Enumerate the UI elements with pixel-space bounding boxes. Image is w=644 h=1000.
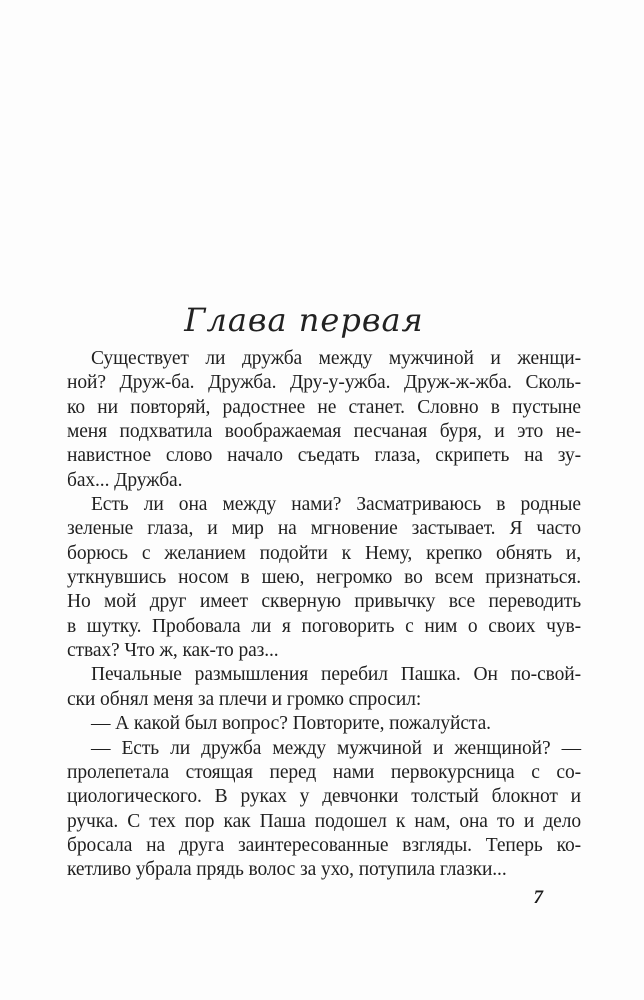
text-line: — Есть ли дружба между мужчиной и женщиной? — <box>91 737 581 759</box>
text-line: пролепетала стоящая перед нами первокурсница с со- <box>67 761 581 783</box>
text-line: — А какой был вопрос? Повторите, пожалуйста. <box>91 713 491 735</box>
text-line: Но мой друг имеет скверную привычку все переводить <box>67 591 581 613</box>
text-line: навистное слово начало съедать глаза, скрипеть на зу- <box>67 445 581 467</box>
text-line: Печальные размышления перебил Пашка. Он по-свой- <box>91 664 581 686</box>
chapter-title: Глава первая <box>184 301 424 339</box>
text-line: кетливо убрала прядь волос за ухо, потупила глазки... <box>67 859 507 881</box>
text-line: ной? Друж-ба. Дружба. Дру-у-ужба. Друж-ж-жба. Сколь- <box>67 372 581 394</box>
page-number: 7 <box>533 887 543 908</box>
text-line: меня подхватила воображаемая песчаная буря, и это не- <box>67 421 581 443</box>
text-line: бросала на друга заинтересованные взгляды. Теперь ко- <box>67 834 581 856</box>
text-line: циологического. В руках у девчонки толстый блокнот и <box>67 786 581 808</box>
text-line: ски обнял меня за плечи и громко спросил: <box>67 688 422 710</box>
text-line: уткнувшись носом в шею, негромко во всем признаться. <box>67 567 581 589</box>
text-line: ручка. С тех пор как Паша подошел к нам, она то и дело <box>67 810 581 832</box>
text-line: ствах? Что ж, как-то раз... <box>67 640 279 662</box>
page-text <box>67 347 581 883</box>
text-line: зеленые глаза, и мир на мгновение застывает. Я часто <box>67 518 581 540</box>
text-line: бах... Дружба. <box>67 469 183 491</box>
text-line: ко ни повторяй, радостнее не станет. Словно в пустыне <box>67 396 581 418</box>
text-line: Существует ли дружба между мужчиной и женщи- <box>91 348 581 369</box>
text-line: в шутку. Пробовала ли я поговорить с ним о своих чув- <box>67 615 581 637</box>
text-line: Есть ли она между нами? Засматриваюсь в родные <box>91 494 581 516</box>
text-line: борюсь с желанием подойти к Нему, крепко обнять и, <box>67 542 581 564</box>
